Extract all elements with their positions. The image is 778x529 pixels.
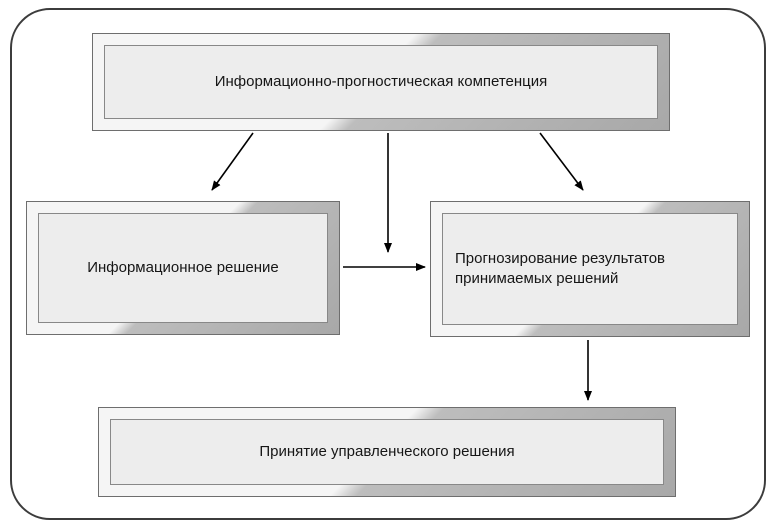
node-inner [38,213,328,323]
node-inner [110,419,664,485]
node-management-decision[interactable] [98,407,676,497]
node-forecast-label: Прогнозирование результатов принимаемых решений [455,249,666,287]
node-info-decision-label: Информационное решение [87,258,279,276]
node-competence-label: Информационно-прогностическая компетенция [214,72,548,90]
node-forecast[interactable] [430,201,750,337]
node-competence[interactable] [92,33,670,131]
node-inner [442,213,738,325]
node-inner [104,45,658,119]
node-management-decision-label: Принятие управленческого решения [259,442,515,460]
node-info-decision[interactable] [26,201,340,335]
